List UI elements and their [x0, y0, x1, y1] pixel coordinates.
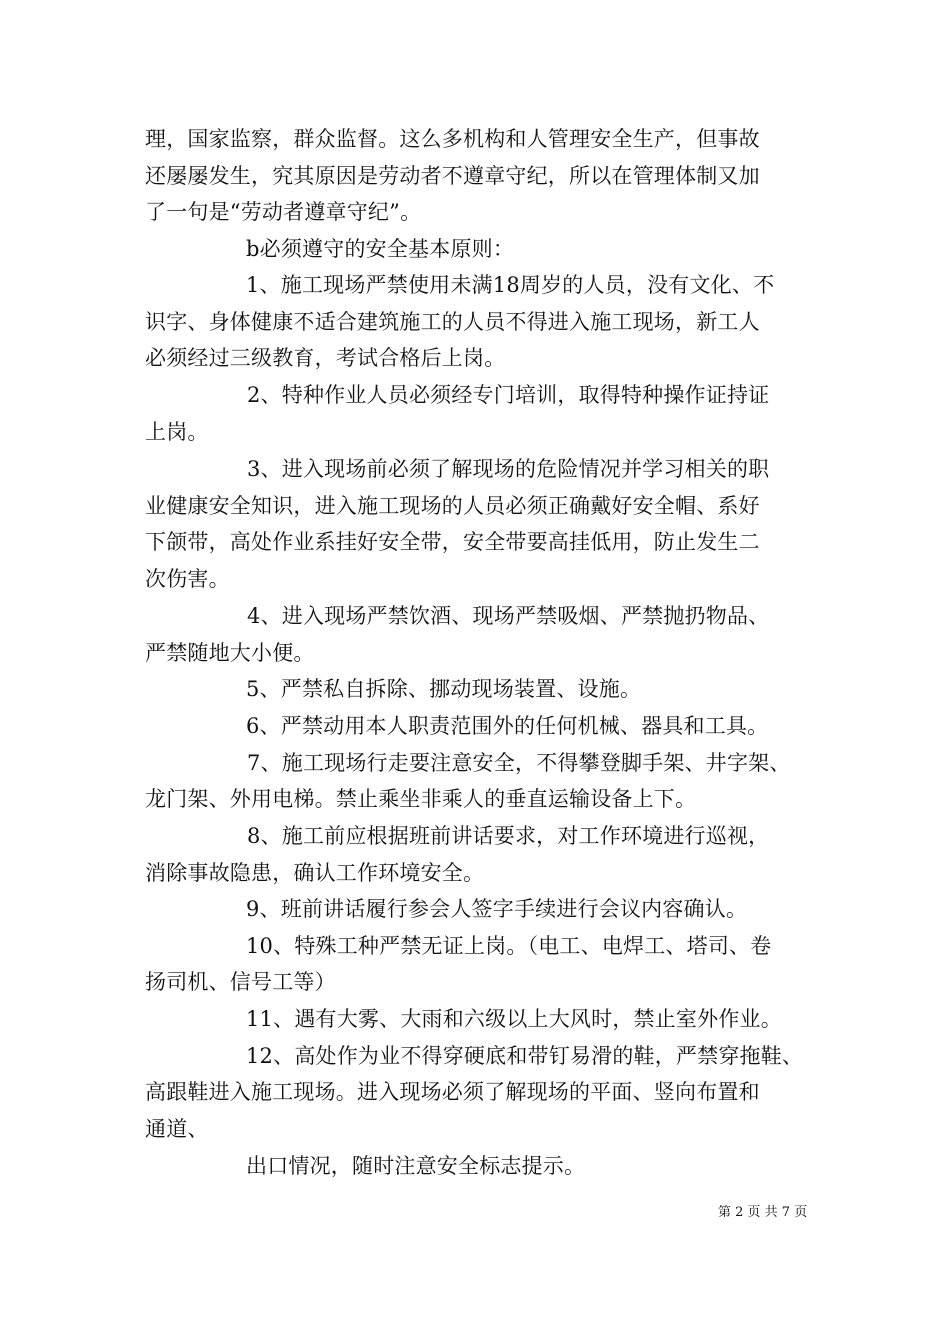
paragraph-line: 9、班前讲话履行参会人签字手续进行会议内容确认。 [246, 897, 748, 921]
paragraph-line: 8、施工前应根据班前讲话要求，对工作环境进行巡视， [247, 824, 770, 848]
paragraph-line: 高跟鞋进入施工现场。进入现场必须了解现场的平面、竖向布置和 [145, 1080, 760, 1104]
paragraph-line: 11、遇有大雾、大雨和六级以上大风时，禁止室外作业。 [246, 1007, 782, 1031]
paragraph-line: 4、进入现场严禁饮酒、现场严禁吸烟、严禁抛扔物品、 [247, 604, 770, 628]
paragraph-line: 3、进入现场前必须了解现场的危险情况并学习相关的职 [247, 457, 770, 481]
section-heading: b必须遵守的安全基本原则： [246, 237, 515, 261]
paragraph-line: 理，国家监察，群众监督。这么多机构和人管理安全生产，但事故 [145, 127, 760, 151]
paragraph-line: 5、严禁私自拆除、挪动现场装置、设施。 [246, 677, 642, 701]
paragraph-line: 还屡屡发生，究其原因是劳动者不遵章守纪，所以在管理体制又加 [145, 164, 760, 188]
paragraph-line: 业健康安全知识，进入施工现场的人员必须正确戴好安全帽、系好 [145, 494, 760, 518]
paragraph-line: 消除事故隐患，确认工作环境安全。 [145, 861, 485, 885]
paragraph-line: 龙门架、外用电梯。禁止乘坐非乘人的垂直运输设备上下。 [145, 787, 697, 811]
paragraph-line: 下颌带，高处作业系挂好安全带，安全带要高挂低用，防止发生二 [145, 530, 760, 554]
paragraph-line: 了一句是“劳动者遵章守纪”。 [145, 200, 422, 224]
paragraph-line: 严禁随地大小便。 [145, 641, 315, 665]
paragraph-line: 通道、 [145, 1117, 209, 1141]
paragraph-line: 识字、身体健康不适合建筑施工的人员不得进入施工现场，新工人 [145, 310, 760, 334]
paragraph-line: 上岗。 [145, 420, 209, 444]
paragraph-line: 必须经过三级教育，考试合格后上岗。 [145, 346, 506, 370]
paragraph-line: 12、高处作为业不得穿硬底和带钉易滑的鞋，严禁穿拖鞋、 [246, 1044, 804, 1068]
paragraph-line: 7、施工现场行走要注意安全，不得攀登脚手架、井字架、 [247, 751, 791, 775]
paragraph-line: 6、严禁动用本人职责范围外的任何机械、器具和工具。 [246, 714, 769, 738]
paragraph-line: 出口情况，随时注意安全标志提示。 [246, 1154, 586, 1178]
paragraph-line: 10、特殊工种严禁无证上岗。（电工、电焊工、塔司、卷 [246, 934, 772, 958]
paragraph-line: 次伤害。 [145, 567, 230, 591]
paragraph-line: 1、施工现场严禁使用未满18周岁的人员，没有文化、不 [246, 273, 775, 297]
paragraph-line: 2、特种作业人员必须经专门培训，取得特种操作证持证 [247, 383, 770, 407]
page-number-footer: 第 2 页 共 7 页 [718, 1205, 808, 1220]
paragraph-line: 扬司机、信号工等） [145, 970, 336, 994]
